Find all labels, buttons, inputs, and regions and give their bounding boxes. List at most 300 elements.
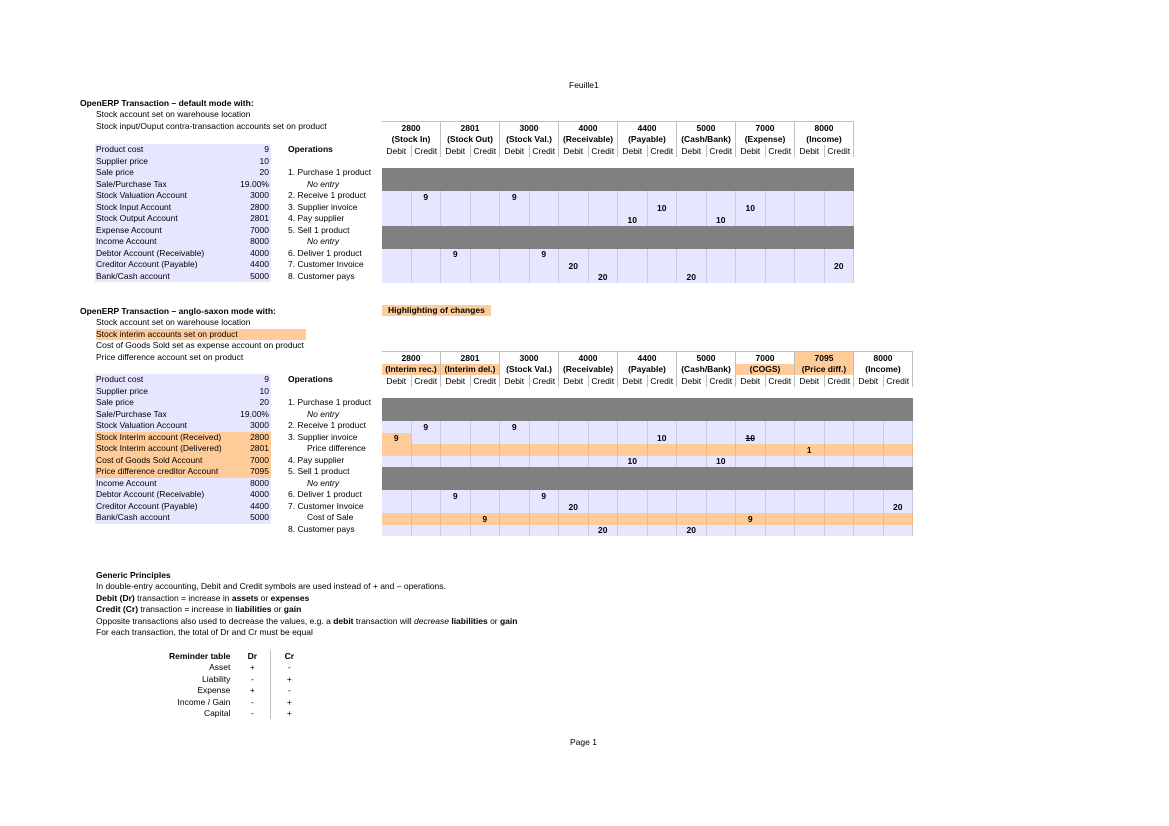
ledger-cell: [736, 272, 766, 284]
ledger-row: [382, 226, 854, 238]
ledger-cell: 10: [706, 214, 736, 226]
debit-header: Debit: [677, 145, 707, 157]
ledger-cell: [647, 398, 677, 410]
section1-title: OpenERP Transaction – default mode with:: [80, 98, 254, 108]
ledger-cell: [706, 525, 736, 537]
reminder-cr: +: [286, 673, 292, 684]
ledger-row: [382, 479, 913, 491]
ledger-cell: [382, 191, 411, 203]
ledger-cell: [441, 456, 471, 468]
ledger-cell: [706, 398, 736, 410]
ledger-cell: [382, 203, 411, 215]
debit-header: Debit: [618, 375, 648, 387]
ledger-cell: [765, 479, 795, 491]
account-code: 5000: [677, 352, 736, 364]
principles-debit-line: Debit (Dr) transaction = increase in assets or expenses: [96, 593, 310, 603]
ledger-cell: [411, 433, 441, 445]
ledger-row: [382, 168, 854, 180]
account-code: 3000: [500, 122, 559, 134]
param-label: Income Account: [96, 477, 157, 488]
param-row: [95, 512, 271, 524]
ledger-cell: [618, 502, 648, 514]
ledger-cell: [441, 168, 471, 180]
ledger-cell: [765, 513, 795, 525]
reminder-row: [165, 685, 307, 697]
ledger-cell: [765, 249, 795, 261]
ledger-cell: [588, 421, 618, 433]
ledger-cell: [411, 444, 441, 456]
ledger-cell: [529, 444, 559, 456]
debit-header: Debit: [500, 145, 530, 157]
ledger-cell: [618, 249, 648, 261]
debit-header: Debit: [736, 145, 766, 157]
ledger-cell: [618, 479, 648, 491]
ledger-cell: [765, 444, 795, 456]
credit-header: Credit: [470, 145, 500, 157]
ledger-row: [382, 260, 854, 272]
ledger-cell: [441, 272, 471, 284]
operation-label: No entry: [307, 178, 340, 189]
param-value: 19.00%: [240, 408, 269, 419]
param-label: Supplier price: [96, 155, 148, 166]
operation-label: 5. Sell 1 product: [288, 224, 350, 235]
ledger-row: [382, 214, 854, 226]
operation-label: 1. Purchase 1 product: [288, 397, 372, 407]
account-name: (COGS): [736, 364, 795, 376]
ledger-cell: [441, 410, 471, 422]
ledger-cell: [529, 214, 559, 226]
param-value: 4000: [250, 489, 269, 499]
param-label: Expense Account: [96, 224, 162, 235]
ledger-cell: [765, 398, 795, 410]
ledger-cell: [824, 180, 854, 192]
ledger-cell: [500, 260, 530, 272]
ledger-cell: [795, 272, 825, 284]
credit-header: Credit: [706, 145, 736, 157]
ledger-cell: [470, 502, 500, 514]
ledger-cell: [854, 479, 884, 491]
ledger-cell: [795, 398, 825, 410]
ledger-cell: [677, 191, 707, 203]
reminder-cr: +: [286, 696, 292, 707]
param-label: Cost of Goods Sold Account: [96, 454, 203, 465]
reminder-dr: -: [234, 673, 271, 685]
ledger-cell: [706, 421, 736, 433]
operation-label: No entry: [307, 236, 340, 246]
ledger-row: [382, 410, 913, 422]
account-name: (Stock Val.): [500, 364, 559, 376]
ledger-cell: [500, 203, 530, 215]
ledger-cell: [647, 410, 677, 422]
ledger-cell: [411, 260, 441, 272]
credit-header: Credit: [529, 375, 559, 387]
reminder-dr: -: [234, 696, 271, 708]
param-value: 9: [264, 144, 269, 154]
account-name: (Income): [854, 364, 913, 376]
ledger-cell: [470, 479, 500, 491]
ledger-cell: [382, 272, 411, 284]
ledger-cell: [677, 410, 707, 422]
param-value: 3000: [250, 190, 269, 200]
ledger-cell: [706, 272, 736, 284]
ledger-cell: [529, 237, 559, 249]
ledger-cell: [854, 410, 884, 422]
ledger-cell: [618, 180, 648, 192]
param-value: 9: [264, 374, 269, 384]
principles-title: Generic Principles: [96, 570, 171, 580]
ledger-cell: [441, 444, 471, 456]
ledger-cell: [559, 513, 589, 525]
ledger-cell: [854, 502, 884, 514]
ledger-cell: [883, 398, 913, 410]
ledger-cell: [647, 444, 677, 456]
ledger-cell: [824, 421, 854, 433]
ledger-cell: [824, 490, 854, 502]
ledger-cell: [736, 525, 766, 537]
ledger-cell: [765, 456, 795, 468]
param-label: Stock Input Account: [96, 201, 172, 212]
account-code: 2800: [382, 122, 441, 134]
ledger-cell: [647, 490, 677, 502]
debit-header: Debit: [559, 145, 589, 157]
ledger-cell: [441, 180, 471, 192]
account-code: 2801: [441, 122, 500, 134]
ledger-cell: [677, 513, 707, 525]
ledger-cell: 9: [441, 249, 471, 261]
param-row: [95, 432, 271, 444]
credit-header: Credit: [765, 145, 795, 157]
ledger-cell: [559, 410, 589, 422]
reminder-row: [165, 673, 307, 685]
ledger-cell: [854, 513, 884, 525]
account-code: 4400: [618, 122, 677, 134]
ledger-cell: [706, 237, 736, 249]
ledger-cell: [765, 214, 795, 226]
ledger-cell: 20: [677, 525, 707, 537]
ledger-cell: [647, 180, 677, 192]
ledger-cell: [647, 421, 677, 433]
ledger-cell: [588, 479, 618, 491]
ledger-cell: 10: [647, 433, 677, 445]
ledger-cell: [529, 479, 559, 491]
reminder-dr: -: [234, 708, 271, 720]
ledger-cell: [382, 249, 411, 261]
ledger-cell: [795, 260, 825, 272]
ledger-cell: [529, 272, 559, 284]
ledger-cell: [765, 433, 795, 445]
ledger-cell: [588, 433, 618, 445]
param-label: Creditor Account (Payable): [96, 259, 198, 269]
ledger-cell: [470, 421, 500, 433]
ledger-cell: [529, 433, 559, 445]
ledger-cell: [588, 168, 618, 180]
account-code-row: [382, 122, 854, 134]
ledger-cell: [382, 180, 411, 192]
ledger-cell: [706, 168, 736, 180]
operation-label: 5. Sell 1 product: [288, 466, 350, 476]
account-code: 7095: [795, 352, 854, 364]
ledger-cell: [706, 260, 736, 272]
credit-header: Credit: [883, 375, 913, 387]
ledger-cell: [500, 433, 530, 445]
operation-label: 4. Pay supplier: [288, 454, 345, 465]
section2-ledger-table: [382, 351, 913, 536]
principles-line: In double-entry accounting, Debit and Credit symbols are used instead of + and – operations.: [96, 581, 446, 591]
ledger-cell: [795, 226, 825, 238]
ledger-cell: [470, 444, 500, 456]
debit-header: Debit: [677, 375, 707, 387]
highlight-legend: Highlighting of changes: [382, 305, 491, 316]
ledger-cell: [677, 203, 707, 215]
account-code-row: [382, 352, 913, 364]
ledger-cell: [411, 237, 441, 249]
ledger-cell: [559, 226, 589, 238]
ledger-cell: 9: [382, 433, 411, 445]
page-footer: Page 1: [570, 737, 597, 747]
ledger-row: [382, 237, 854, 249]
ledger-cell: [588, 226, 618, 238]
ledger-cell: [382, 398, 411, 410]
param-value: 19.00%: [240, 178, 269, 189]
ledger-cell: [765, 180, 795, 192]
ledger-cell: [411, 226, 441, 238]
account-name: (Payable): [618, 364, 677, 376]
ledger-cell: [500, 479, 530, 491]
ledger-cell: [618, 467, 648, 479]
param-row: [95, 478, 271, 490]
ledger-cell: [618, 260, 648, 272]
param-label: Price difference creditor Account: [96, 466, 219, 476]
ledger-cell: [677, 456, 707, 468]
ledger-cell: [588, 398, 618, 410]
ledger-cell: [824, 203, 854, 215]
ledger-cell: [706, 513, 736, 525]
ledger-cell: [677, 490, 707, 502]
ledger-cell: [529, 191, 559, 203]
debit-header: Debit: [500, 375, 530, 387]
ledger-cell: [795, 433, 825, 445]
operation-label: No entry: [307, 477, 340, 488]
ledger-cell: [588, 237, 618, 249]
ledger-cell: [883, 479, 913, 491]
account-code: 7000: [736, 122, 795, 134]
ledger-cell: [441, 467, 471, 479]
ledger-cell: 10: [736, 203, 766, 215]
account-name: (Interim rec.): [382, 364, 441, 376]
param-row: [95, 420, 271, 432]
ledger-cell: [588, 214, 618, 226]
ledger-cell: [854, 444, 884, 456]
ledger-cell: [470, 226, 500, 238]
operation-label: 6. Deliver 1 product: [288, 247, 362, 258]
ledger-cell: [411, 502, 441, 514]
ledger-cell: [706, 249, 736, 261]
param-value: 2800: [250, 201, 269, 212]
ledger-cell: 20: [559, 502, 589, 514]
ledger-cell: [765, 226, 795, 238]
ledger-cell: [529, 398, 559, 410]
ledger-cell: [706, 444, 736, 456]
ledger-cell: [500, 467, 530, 479]
ledger-cell: [677, 502, 707, 514]
param-label: Income Account: [96, 236, 157, 246]
ledger-cell: [795, 237, 825, 249]
ledger-cell: [647, 479, 677, 491]
ledger-cell: [647, 249, 677, 261]
section2-note: Price difference account set on product: [96, 351, 244, 362]
ledger-cell: [647, 237, 677, 249]
ledger-cell: [500, 398, 530, 410]
ledger-cell: 9: [441, 490, 471, 502]
ledger-cell: [559, 214, 589, 226]
ledger-cell: [470, 214, 500, 226]
reminder-cr-header: Cr: [284, 650, 295, 661]
ledger-cell: [618, 410, 648, 422]
ledger-cell: [382, 214, 411, 226]
ledger-cell: [765, 260, 795, 272]
spacer-row: [382, 157, 854, 169]
ledger-cell: [765, 191, 795, 203]
ledger-cell: [765, 237, 795, 249]
ledger-cell: [795, 421, 825, 433]
ledger-cell: [559, 249, 589, 261]
ledger-cell: [765, 421, 795, 433]
ledger-cell: [677, 226, 707, 238]
ledger-cell: 9: [529, 490, 559, 502]
ledger-cell: [736, 490, 766, 502]
param-value: 2801: [250, 213, 269, 223]
ledger-cell: [854, 398, 884, 410]
ledger-cell: [500, 237, 530, 249]
ledger-cell: [529, 525, 559, 537]
param-value: 20: [259, 397, 269, 407]
ledger-cell: [795, 410, 825, 422]
ledger-cell: [559, 444, 589, 456]
operation-label: 7. Customer Invoice: [288, 500, 364, 511]
ledger-cell: [618, 203, 648, 215]
ledger-cell: [765, 272, 795, 284]
ledger-cell: [382, 226, 411, 238]
param-value: 20: [259, 167, 269, 177]
ledger-cell: [559, 525, 589, 537]
ledger-cell: [618, 444, 648, 456]
ledger-cell: [500, 214, 530, 226]
ledger-cell: [854, 433, 884, 445]
ledger-cell: [441, 203, 471, 215]
ledger-cell: [529, 410, 559, 422]
section1-note: Stock account set on warehouse location: [96, 109, 251, 119]
credit-header: Credit: [824, 145, 854, 157]
ledger-cell: [588, 467, 618, 479]
ledger-row: [382, 421, 913, 433]
ledger-row: [382, 490, 913, 502]
credit-header: Credit: [588, 145, 618, 157]
reminder-table: [165, 650, 307, 719]
ledger-cell: [706, 226, 736, 238]
ledger-cell: [411, 249, 441, 261]
account-name: (Receivable): [559, 364, 618, 376]
ledger-cell: [588, 191, 618, 203]
param-label: Sale price: [96, 397, 134, 407]
ledger-cell: [411, 180, 441, 192]
ledger-cell: [618, 272, 648, 284]
ledger-cell: [736, 444, 766, 456]
param-label: Sale/Purchase Tax: [96, 408, 167, 419]
reminder-dr: +: [234, 662, 271, 674]
ledger-cell: [618, 237, 648, 249]
param-value: 4400: [250, 500, 269, 511]
ledger-cell: [441, 214, 471, 226]
spacer-row: [382, 387, 913, 399]
ledger-cell: [795, 525, 825, 537]
ledger-cell: [382, 490, 411, 502]
operation-label: No entry: [307, 408, 340, 419]
ledger-cell: [824, 410, 854, 422]
param-value: 3000: [250, 420, 269, 430]
ledger-row: [382, 180, 854, 192]
ledger-cell: [470, 180, 500, 192]
operation-label: 4. Pay supplier: [288, 213, 345, 223]
ledger-row: [382, 191, 854, 203]
ledger-row: [382, 467, 913, 479]
param-label: Product cost: [96, 374, 144, 384]
reminder-dr-header: Dr: [234, 650, 271, 662]
ledger-cell: [647, 502, 677, 514]
ledger-row: [382, 525, 913, 537]
account-code: 3000: [500, 352, 559, 364]
account-code: 4000: [559, 122, 618, 134]
param-label: Stock Output Account: [96, 213, 178, 223]
ledger-cell: [706, 180, 736, 192]
ledger-cell: [824, 272, 854, 284]
param-row: [95, 213, 271, 225]
ledger-cell: [736, 260, 766, 272]
ledger-cell: [588, 502, 618, 514]
ledger-cell: [765, 490, 795, 502]
param-row: [95, 225, 271, 237]
ledger-cell: [677, 433, 707, 445]
ledger-cell: [559, 272, 589, 284]
ledger-cell: [588, 410, 618, 422]
ledger-cell: [529, 203, 559, 215]
param-value: 7000: [250, 224, 269, 235]
debit-header: Debit: [795, 375, 825, 387]
ledger-cell: [618, 398, 648, 410]
account-name: (Income): [795, 134, 854, 146]
operation-label: 3. Supplier invoice: [288, 201, 358, 212]
ledger-cell: 9: [529, 249, 559, 261]
ledger-cell: [677, 467, 707, 479]
ledger-cell: [411, 479, 441, 491]
account-name: (Stock Val.): [500, 134, 559, 146]
ledger-cell: [470, 410, 500, 422]
account-code: 5000: [677, 122, 736, 134]
ledger-cell: [824, 513, 854, 525]
reminder-label: Capital: [203, 708, 231, 719]
ledger-cell: [382, 456, 411, 468]
ledger-cell: [559, 237, 589, 249]
account-code: 8000: [854, 352, 913, 364]
ledger-cell: [500, 168, 530, 180]
param-value: 5000: [250, 512, 269, 522]
param-row: [95, 466, 271, 478]
param-row: [95, 409, 271, 421]
ledger-cell: [618, 433, 648, 445]
ledger-cell: [795, 456, 825, 468]
debit-header: Debit: [441, 145, 471, 157]
ledger-cell: 20: [588, 272, 618, 284]
ledger-cell: [854, 490, 884, 502]
